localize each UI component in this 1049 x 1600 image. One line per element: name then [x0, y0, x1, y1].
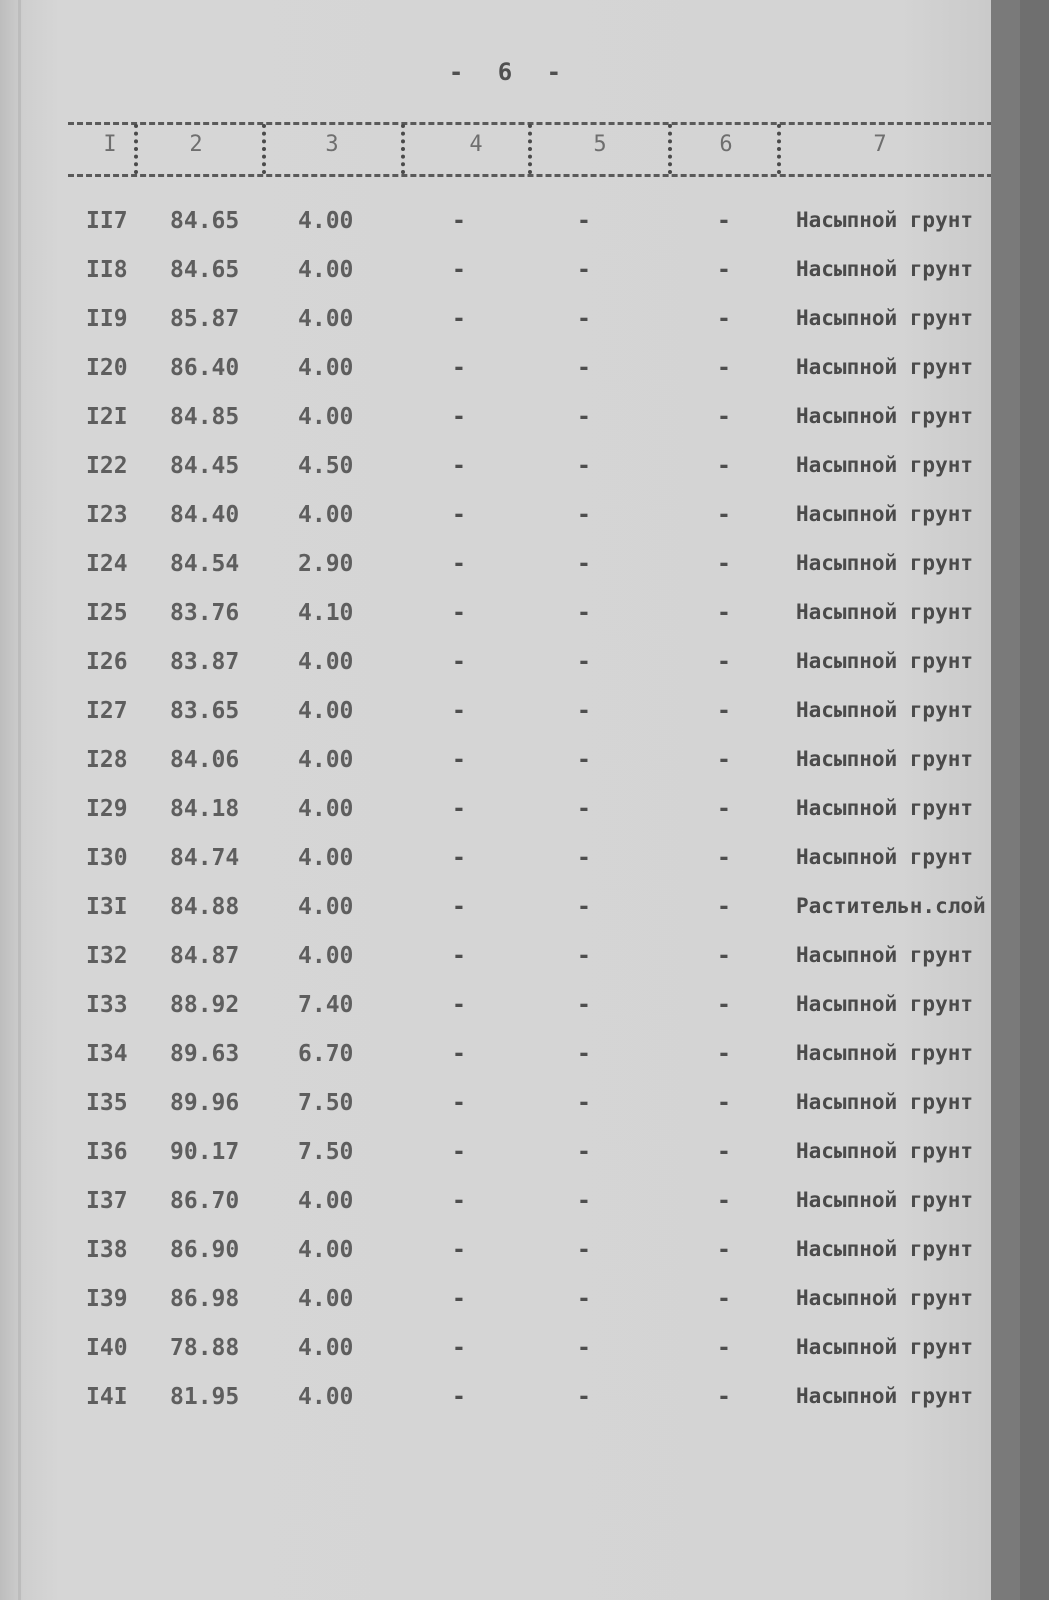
elevation: 84.45: [170, 453, 240, 479]
row-number: I4I: [86, 1384, 128, 1410]
table-row: [0, 1227, 1020, 1276]
col6-value: -: [717, 1041, 731, 1067]
col6-value: -: [717, 992, 731, 1018]
col6-value: -: [717, 502, 731, 528]
row-number: I34: [86, 1041, 128, 1067]
col4-value: -: [452, 649, 466, 675]
row-number: I22: [86, 453, 128, 479]
row-number: I28: [86, 747, 128, 773]
table-row: [0, 786, 1020, 835]
table-row: [0, 933, 1020, 982]
soil-description: Насыпной грунт: [796, 1041, 974, 1065]
elevation: 86.70: [170, 1188, 240, 1214]
table-row: [0, 835, 1020, 884]
col5-value: -: [577, 257, 591, 283]
col4-value: -: [452, 845, 466, 871]
depth: 4.00: [298, 747, 354, 773]
col5-value: -: [577, 208, 591, 234]
soil-description: Насыпной грунт: [796, 747, 974, 771]
depth: 4.00: [298, 943, 354, 969]
table-row: [0, 443, 1020, 492]
col6-value: -: [717, 698, 731, 724]
depth: 2.90: [298, 551, 354, 577]
col5-value: -: [577, 1041, 591, 1067]
table-row: [0, 541, 1020, 590]
table-row: [0, 737, 1020, 786]
soil-description: Насыпной грунт: [796, 257, 974, 281]
column-header-4: 4: [469, 132, 483, 157]
page-number: - 6 -: [448, 58, 572, 86]
table-row: [0, 1276, 1020, 1325]
column-header-5: 5: [593, 132, 607, 157]
elevation: 90.17: [170, 1139, 240, 1165]
table-row: [0, 1080, 1020, 1129]
soil-description: Насыпной грунт: [796, 551, 974, 575]
col6-value: -: [717, 796, 731, 822]
elevation: 83.87: [170, 649, 240, 675]
col5-value: -: [577, 894, 591, 920]
col4-value: -: [452, 1384, 466, 1410]
col4-value: -: [452, 306, 466, 332]
soil-description: Насыпной грунт: [796, 1090, 974, 1114]
col4-value: -: [452, 355, 466, 381]
elevation: 84.65: [170, 208, 240, 234]
col5-value: -: [577, 796, 591, 822]
soil-description: Насыпной грунт: [796, 845, 974, 869]
depth: 4.00: [298, 845, 354, 871]
elevation: 85.87: [170, 306, 240, 332]
column-separator: [668, 124, 672, 174]
col4-value: -: [452, 600, 466, 626]
soil-description: Насыпной грунт: [796, 208, 974, 232]
depth: 4.00: [298, 1188, 354, 1214]
row-number: I39: [86, 1286, 128, 1312]
col6-value: -: [717, 306, 731, 332]
row-number: I23: [86, 502, 128, 528]
soil-description: Насыпной грунт: [796, 502, 974, 526]
soil-description: Насыпной грунт: [796, 649, 974, 673]
col6-value: -: [717, 404, 731, 430]
col5-value: -: [577, 1188, 591, 1214]
depth: 7.40: [298, 992, 354, 1018]
col4-value: -: [452, 257, 466, 283]
depth: 4.00: [298, 894, 354, 920]
row-number: I30: [86, 845, 128, 871]
depth: 4.50: [298, 453, 354, 479]
table-row: [0, 1031, 1020, 1080]
depth: 4.00: [298, 1384, 354, 1410]
elevation: 83.65: [170, 698, 240, 724]
col6-value: -: [717, 747, 731, 773]
col5-value: -: [577, 502, 591, 528]
column-separator: [134, 124, 138, 174]
col5-value: -: [577, 453, 591, 479]
elevation: 84.06: [170, 747, 240, 773]
column-separator: [777, 124, 781, 174]
elevation: 84.18: [170, 796, 240, 822]
table-row: [0, 590, 1020, 639]
row-number: I2I: [86, 404, 128, 430]
soil-description: Насыпной грунт: [796, 1286, 974, 1310]
row-number: I38: [86, 1237, 128, 1263]
elevation: 84.87: [170, 943, 240, 969]
row-number: I36: [86, 1139, 128, 1165]
col6-value: -: [717, 845, 731, 871]
col5-value: -: [577, 1335, 591, 1361]
row-number: I25: [86, 600, 128, 626]
col4-value: -: [452, 208, 466, 234]
column-separator: [528, 124, 532, 174]
depth: 4.00: [298, 1286, 354, 1312]
column-separator: [401, 124, 405, 174]
row-number: I24: [86, 551, 128, 577]
col4-value: -: [452, 1237, 466, 1263]
table-row: [0, 492, 1020, 541]
col6-value: -: [717, 1335, 731, 1361]
depth: 4.00: [298, 796, 354, 822]
col6-value: -: [717, 257, 731, 283]
col4-value: -: [452, 894, 466, 920]
table-row: [0, 296, 1020, 345]
table-row: [0, 639, 1020, 688]
soil-description: Насыпной грунт: [796, 698, 974, 722]
col5-value: -: [577, 845, 591, 871]
column-header-2: 2: [189, 132, 203, 157]
col5-value: -: [577, 1384, 591, 1410]
table-row: [0, 1178, 1020, 1227]
soil-description: Насыпной грунт: [796, 1384, 974, 1408]
column-separator: [262, 124, 266, 174]
table-row: [0, 1374, 1020, 1423]
col6-value: -: [717, 1139, 731, 1165]
soil-description: Насыпной грунт: [796, 1139, 974, 1163]
elevation: 84.40: [170, 502, 240, 528]
depth: 4.00: [298, 355, 354, 381]
col4-value: -: [452, 1090, 466, 1116]
col5-value: -: [577, 747, 591, 773]
col5-value: -: [577, 1286, 591, 1312]
header-rule-bottom: [68, 174, 1020, 177]
soil-description: Растительн.слой: [796, 894, 986, 918]
depth: 7.50: [298, 1090, 354, 1116]
soil-description: Насыпной грунт: [796, 306, 974, 330]
depth: 4.00: [298, 1335, 354, 1361]
col5-value: -: [577, 404, 591, 430]
soil-description: Насыпной грунт: [796, 600, 974, 624]
column-header-7: 7: [873, 132, 887, 157]
col5-value: -: [577, 649, 591, 675]
col4-value: -: [452, 943, 466, 969]
table-body: [0, 198, 1020, 1423]
depth: 4.00: [298, 502, 354, 528]
col4-value: -: [452, 1286, 466, 1312]
scan-shadow: [991, 0, 1020, 1600]
table-row: [0, 394, 1020, 443]
depth: 4.00: [298, 208, 354, 234]
row-number: I29: [86, 796, 128, 822]
elevation: 84.88: [170, 894, 240, 920]
col4-value: -: [452, 1335, 466, 1361]
col5-value: -: [577, 600, 591, 626]
soil-description: Насыпной грунт: [796, 1237, 974, 1261]
col6-value: -: [717, 1090, 731, 1116]
elevation: 86.40: [170, 355, 240, 381]
col6-value: -: [717, 1286, 731, 1312]
col5-value: -: [577, 551, 591, 577]
col6-value: -: [717, 894, 731, 920]
soil-description: Насыпной грунт: [796, 992, 974, 1016]
column-header-6: 6: [719, 132, 733, 157]
soil-description: Насыпной грунт: [796, 404, 974, 428]
col4-value: -: [452, 1139, 466, 1165]
col6-value: -: [717, 355, 731, 381]
col5-value: -: [577, 1090, 591, 1116]
depth: 4.00: [298, 257, 354, 283]
col5-value: -: [577, 1237, 591, 1263]
depth: 4.00: [298, 698, 354, 724]
soil-description: Насыпной грунт: [796, 796, 974, 820]
col5-value: -: [577, 1139, 591, 1165]
row-number: I33: [86, 992, 128, 1018]
col4-value: -: [452, 698, 466, 724]
column-header-3: 3: [325, 132, 339, 157]
col6-value: -: [717, 453, 731, 479]
col6-value: -: [717, 1384, 731, 1410]
table-row: [0, 884, 1020, 933]
elevation: 88.92: [170, 992, 240, 1018]
soil-description: Насыпной грунт: [796, 1188, 974, 1212]
col6-value: -: [717, 943, 731, 969]
table-row: [0, 1325, 1020, 1374]
row-number: I37: [86, 1188, 128, 1214]
col6-value: -: [717, 208, 731, 234]
col4-value: -: [452, 992, 466, 1018]
elevation: 81.95: [170, 1384, 240, 1410]
row-number: I20: [86, 355, 128, 381]
elevation: 84.85: [170, 404, 240, 430]
soil-description: Насыпной грунт: [796, 943, 974, 967]
col6-value: -: [717, 551, 731, 577]
elevation: 89.96: [170, 1090, 240, 1116]
col5-value: -: [577, 355, 591, 381]
table-row: [0, 198, 1020, 247]
row-number: I26: [86, 649, 128, 675]
row-number: II8: [86, 257, 128, 283]
col4-value: -: [452, 404, 466, 430]
col6-value: -: [717, 649, 731, 675]
row-number: I27: [86, 698, 128, 724]
depth: 4.10: [298, 600, 354, 626]
col4-value: -: [452, 796, 466, 822]
elevation: 84.54: [170, 551, 240, 577]
depth: 4.00: [298, 306, 354, 332]
elevation: 83.76: [170, 600, 240, 626]
row-number: II7: [86, 208, 128, 234]
row-number: I40: [86, 1335, 128, 1361]
row-number: I32: [86, 943, 128, 969]
soil-description: Насыпной грунт: [796, 453, 974, 477]
col4-value: -: [452, 747, 466, 773]
col5-value: -: [577, 698, 591, 724]
col6-value: -: [717, 600, 731, 626]
elevation: 89.63: [170, 1041, 240, 1067]
row-number: I3I: [86, 894, 128, 920]
table-row: [0, 1129, 1020, 1178]
col5-value: -: [577, 943, 591, 969]
elevation: 86.90: [170, 1237, 240, 1263]
table-row: [0, 247, 1020, 296]
col4-value: -: [452, 1188, 466, 1214]
col4-value: -: [452, 502, 466, 528]
soil-description: Насыпной грунт: [796, 355, 974, 379]
col4-value: -: [452, 551, 466, 577]
col5-value: -: [577, 306, 591, 332]
col6-value: -: [717, 1188, 731, 1214]
col4-value: -: [452, 1041, 466, 1067]
table-row: [0, 688, 1020, 737]
depth: 6.70: [298, 1041, 354, 1067]
depth: 4.00: [298, 404, 354, 430]
elevation: 84.74: [170, 845, 240, 871]
elevation: 78.88: [170, 1335, 240, 1361]
depth: 7.50: [298, 1139, 354, 1165]
col4-value: -: [452, 453, 466, 479]
col6-value: -: [717, 1237, 731, 1263]
depth: 4.00: [298, 649, 354, 675]
row-number: II9: [86, 306, 128, 332]
column-header-1: I: [103, 132, 117, 157]
elevation: 84.65: [170, 257, 240, 283]
table-row: [0, 345, 1020, 394]
table-row: [0, 982, 1020, 1031]
elevation: 86.98: [170, 1286, 240, 1312]
col5-value: -: [577, 992, 591, 1018]
depth: 4.00: [298, 1237, 354, 1263]
soil-description: Насыпной грунт: [796, 1335, 974, 1359]
header-rule-top: [68, 122, 1020, 125]
row-number: I35: [86, 1090, 128, 1116]
